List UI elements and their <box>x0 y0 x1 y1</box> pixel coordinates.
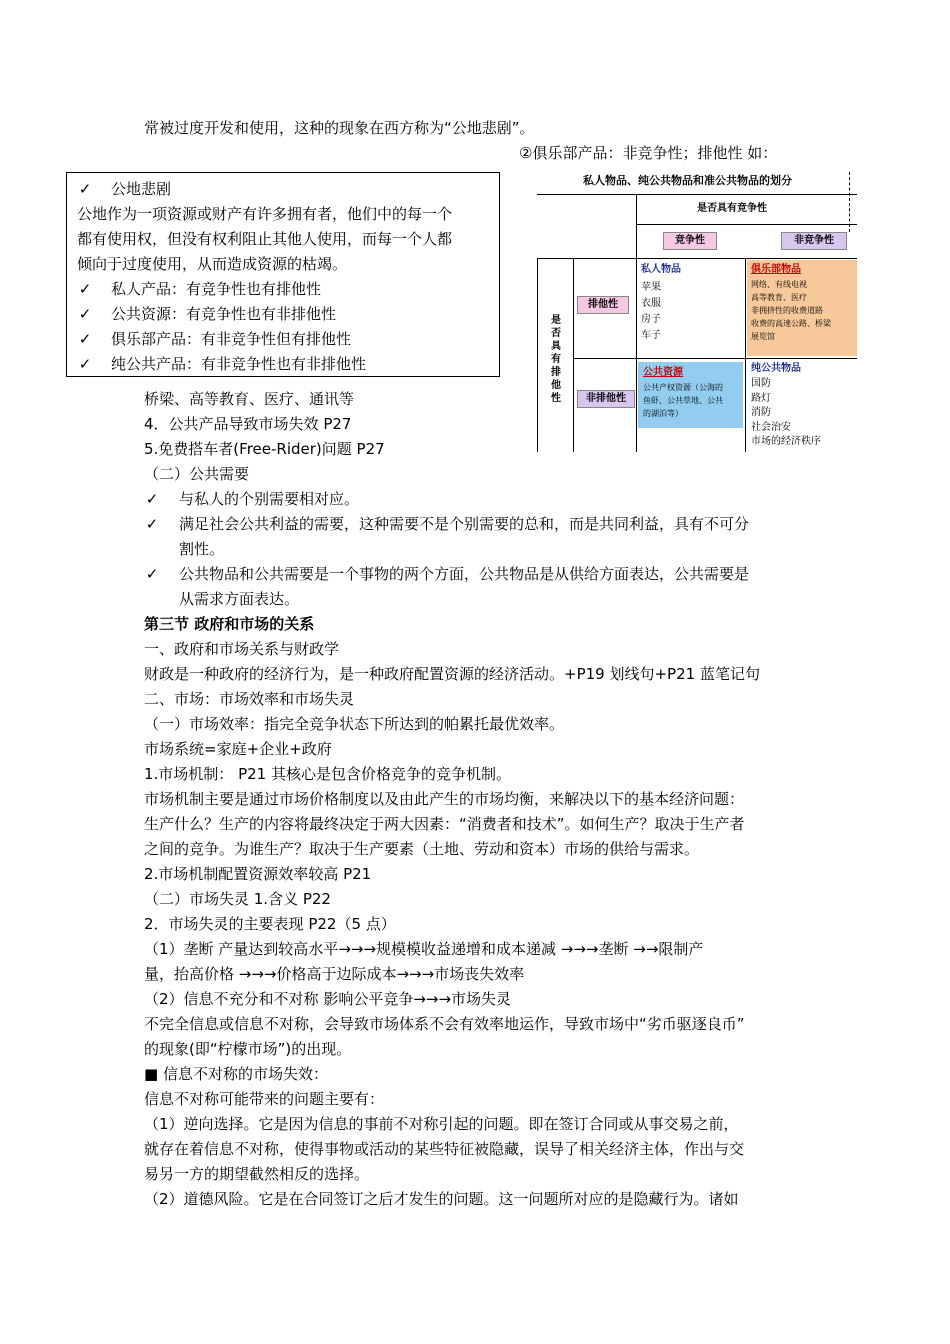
tag-nonexcludable: 非排他性 <box>577 390 635 408</box>
check-icon: ✓ <box>145 565 159 583</box>
table-title: 私人物品、纯公共物品和准公共物品的划分 <box>583 174 792 187</box>
text-line: 1.市场机制： P21 其核心是包含价格竞争的竞争机制。 <box>144 765 511 783</box>
text-line: 与私人的个别需要相对应。 <box>179 490 360 508</box>
text-line: ■ 信息不对称的市场失效： <box>144 1065 328 1083</box>
text-line: 4．公共产品导致市场失效 P27 <box>144 415 352 433</box>
text-line: 市场机制主要是通过市场价格制度以及由此产生的市场均衡，来解决以下的基本经济问题： <box>144 790 745 808</box>
text-line: （1）垄断 产量达到较高水平→→→规模模收益递增和成本递减 →→→垄断 →→限制产 <box>144 940 704 958</box>
text-line: 5.免费搭车者(Free-Rider)问题 P27 <box>144 440 385 458</box>
check-icon: ✓ <box>78 305 92 323</box>
check-icon: ✓ <box>78 355 92 373</box>
text-line: 市场系统=家庭+企业+政府 <box>144 740 332 758</box>
box-item-common-resource: 公共资源：有竞争性也有非排他性 <box>111 305 337 323</box>
text-line: 2．市场失灵的主要表现 P22（5 点） <box>144 915 396 933</box>
club-goods-items: 网络、有线电视 高等教育、医疗 非拥挤性的收费道路 收费的高速公路、桥梁 展览馆 <box>751 280 831 341</box>
text-line: （2）信息不充分和不对称 影响公平竞争→→→市场失灵 <box>144 990 512 1008</box>
box-para-line: 倾向于过度使用，从而造成资源的枯竭。 <box>77 255 348 273</box>
tag-excludable: 排他性 <box>577 296 629 314</box>
goods-classification-table <box>537 172 859 452</box>
pure-public-items: 国防 路灯 消防 社会治安 市场的经济秩序 <box>751 378 821 447</box>
text-line: 满足社会公共利益的需要，这种需要不是个别需要的总和，而是共同利益，具有不可分 <box>179 515 750 533</box>
section-title: 第三节 政府和市场的关系 <box>144 615 315 633</box>
text-line: 财政是一种政府的经济行为，是一种政府配置资源的经济活动。+P19 划线句+P21 蓝笔记句 <box>144 665 760 683</box>
text-line: 量，抬高价格 →→→价格高于边际成本→→→市场丧失效率 <box>144 965 525 983</box>
tag-competitive: 竞争性 <box>663 232 717 250</box>
text-line: 就存在着信息不对称，使得事物或活动的某些特征被隐藏，误导了相关经济主体，作出与交 <box>144 1140 745 1158</box>
box-para-line: 都有使用权，但没有权利阻止其他人使用，而每一个人都 <box>77 230 453 248</box>
text-line: 信息不对称可能带来的问题主要有： <box>144 1090 385 1108</box>
row-header: 是否具有排他性 <box>551 315 561 404</box>
intro-line: 常被过度开发和使用，这种的现象在西方称为“公地悲剧”。 <box>144 119 535 137</box>
check-icon: ✓ <box>78 280 92 298</box>
section-heading: （二）公共需要 <box>144 465 250 483</box>
check-icon: ✓ <box>145 515 159 533</box>
box-para-line: 公地作为一项资源或财产有许多拥有者，他们中的每一个 <box>77 205 453 223</box>
box-item-club: 俱乐部产品：有非竞争性但有排他性 <box>111 330 352 348</box>
text-line: （二）市场失灵 1.含义 P22 <box>144 890 331 908</box>
text-line: （2）道德风险。它是在合同签订之后才发生的问题。这一问题所对应的是隐藏行为。诸如 <box>144 1190 739 1208</box>
definition-box <box>66 172 500 377</box>
box-item-pure-public: 纯公共产品：有非竞争性也有非排他性 <box>111 355 367 373</box>
check-icon: ✓ <box>78 180 92 198</box>
club-goods-title: 俱乐部物品 <box>751 264 801 275</box>
text-line: 割性。 <box>179 540 225 558</box>
text-line: 生产什么？生产的内容将最终决定于两大因素：“消费者和技术”。如何生产？取决于生产者 <box>144 815 745 833</box>
text-line: 易另一方的期望截然相反的选择。 <box>144 1165 370 1183</box>
text-line: （1）逆向选择。它是因为信息的事前不对称引起的问题。即在签订合同或从事交易之前， <box>144 1115 739 1133</box>
text-line: 的现象(即“柠檬市场”)的出现。 <box>144 1040 352 1058</box>
text-line: 桥梁、高等教育、医疗、通讯等 <box>144 390 355 408</box>
text-line: 二、市场：市场效率和市场失灵 <box>144 690 355 708</box>
text-line: （一）市场效率：指完全竞争状态下所达到的帕累托最优效率。 <box>144 715 565 733</box>
common-resource-title: 公共资源 <box>643 367 683 378</box>
text-line: 公共物品和公共需要是一个事物的两个方面，公共物品是从供给方面表达，公共需要是 <box>179 565 750 583</box>
tag-noncompetitive: 非竞争性 <box>781 232 847 250</box>
private-goods-title: 私人物品 <box>641 264 681 275</box>
box-item-commons: 公地悲剧 <box>111 180 172 198</box>
text-line: 2.市场机制配置资源效率较高 P21 <box>144 865 372 883</box>
box-item-private: 私人产品：有竞争性也有排他性 <box>111 280 322 298</box>
check-icon: ✓ <box>145 490 159 508</box>
col-header: 是否具有竞争性 <box>697 203 767 214</box>
text-line: 不完全信息或信息不对称，会导致市场体系不会有效率地运作，导致市场中“劣币驱逐良币” <box>144 1015 745 1033</box>
common-resource-items: 公共产权资源（公海的 鱼虾、公共草地、公共 的湖泊等） <box>643 383 723 418</box>
text-line: 一、政府和市场关系与财政学 <box>144 640 340 658</box>
private-goods-items: 苹果 衣服 房子 车子 <box>641 282 661 341</box>
club-product-note: ②俱乐部产品：非竞争性；排他性 如： <box>519 144 778 162</box>
check-icon: ✓ <box>78 330 92 348</box>
text-line: 之间的竞争。为谁生产？取决于生产要素（土地、劳动和资本）市场的供给与需求。 <box>144 840 700 858</box>
text-line: 从需求方面表达。 <box>179 590 300 608</box>
pure-public-title: 纯公共物品 <box>751 363 801 374</box>
